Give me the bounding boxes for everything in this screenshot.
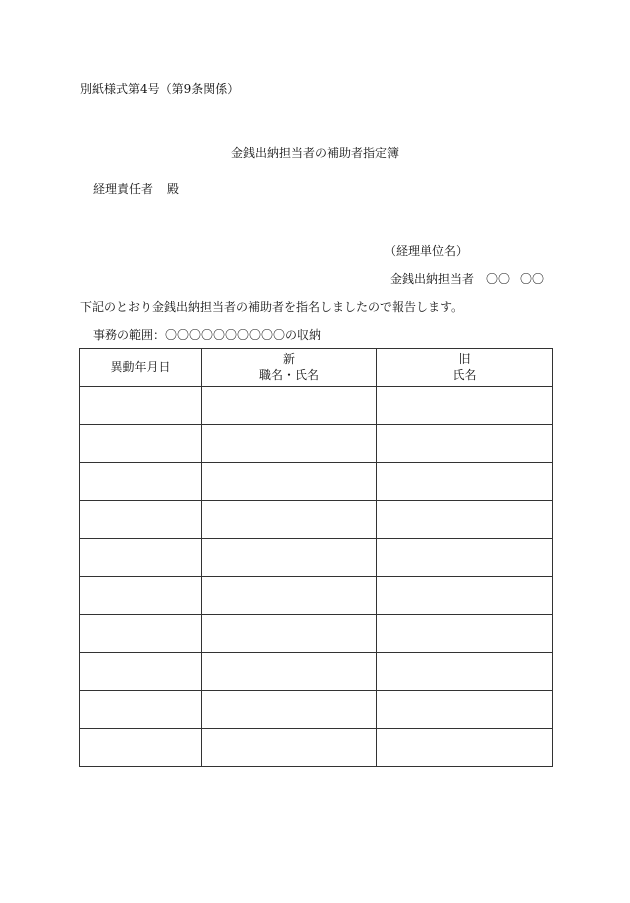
- table-row: [80, 501, 553, 539]
- cell-new-title-name[interactable]: [202, 577, 377, 615]
- unit-name: （経理単位名）: [384, 244, 469, 258]
- cell-new-title-name[interactable]: [202, 501, 377, 539]
- cell-change-date[interactable]: [80, 463, 202, 501]
- scope-of-duties: 事務の範囲：〇〇〇〇〇〇〇〇〇〇の収納: [93, 328, 322, 342]
- cell-old-name[interactable]: [377, 577, 553, 615]
- table-row: [80, 615, 553, 653]
- cell-new-title-name[interactable]: [202, 615, 377, 653]
- cell-new-title-name[interactable]: [202, 729, 377, 767]
- addressee-name: 経理責任者: [93, 182, 154, 196]
- table-header-row: [80, 349, 553, 387]
- header-old: 旧 氏名: [377, 349, 553, 387]
- cell-old-name[interactable]: [377, 463, 553, 501]
- cell-change-date[interactable]: [80, 615, 202, 653]
- table-row: [80, 577, 553, 615]
- cell-old-name[interactable]: [377, 691, 553, 729]
- table-row: [80, 463, 553, 501]
- table-row: [80, 425, 553, 463]
- cell-change-date[interactable]: [80, 425, 202, 463]
- cell-new-title-name[interactable]: [202, 425, 377, 463]
- handler-name-part2: 〇〇: [520, 272, 545, 286]
- form-number: 別紙様式第4号（第9条関係）: [80, 82, 240, 96]
- cell-change-date[interactable]: [80, 387, 202, 425]
- header-new: 新 職名・氏名: [202, 349, 377, 387]
- table-row: [80, 653, 553, 691]
- statement-text: 下記のとおり金銭出納担当者の補助者を指名しましたので報告します。: [80, 300, 464, 314]
- cell-change-date[interactable]: [80, 729, 202, 767]
- cell-change-date[interactable]: [80, 691, 202, 729]
- cell-new-title-name[interactable]: [202, 653, 377, 691]
- table-row: [80, 387, 553, 425]
- cell-old-name[interactable]: [377, 387, 553, 425]
- table-row: [80, 691, 553, 729]
- cell-change-date[interactable]: [80, 577, 202, 615]
- table-row: [80, 729, 553, 767]
- addressee-line: [93, 183, 179, 195]
- handler-role: 金銭出納担当者: [390, 272, 475, 286]
- addressee-honorific: 殿: [167, 182, 180, 196]
- cell-old-name[interactable]: [377, 539, 553, 577]
- cell-change-date[interactable]: [80, 539, 202, 577]
- document-title: 金銭出納担当者の補助者指定簿: [230, 146, 399, 160]
- header-change-date: 異動年月日: [80, 349, 202, 387]
- cell-old-name[interactable]: [377, 729, 553, 767]
- cell-change-date[interactable]: [80, 653, 202, 691]
- cell-old-name[interactable]: [377, 425, 553, 463]
- cell-old-name[interactable]: [377, 653, 553, 691]
- cell-change-date[interactable]: [80, 501, 202, 539]
- cell-old-name[interactable]: [377, 501, 553, 539]
- table-row: [80, 539, 553, 577]
- handler-name-part1: 〇〇: [486, 272, 511, 286]
- cell-new-title-name[interactable]: [202, 691, 377, 729]
- cell-new-title-name[interactable]: [202, 463, 377, 501]
- cell-new-title-name[interactable]: [202, 387, 377, 425]
- cell-new-title-name[interactable]: [202, 539, 377, 577]
- table-body: [80, 387, 553, 767]
- cash-handler-line: [390, 273, 544, 285]
- cell-old-name[interactable]: [377, 615, 553, 653]
- designation-table: [79, 348, 553, 767]
